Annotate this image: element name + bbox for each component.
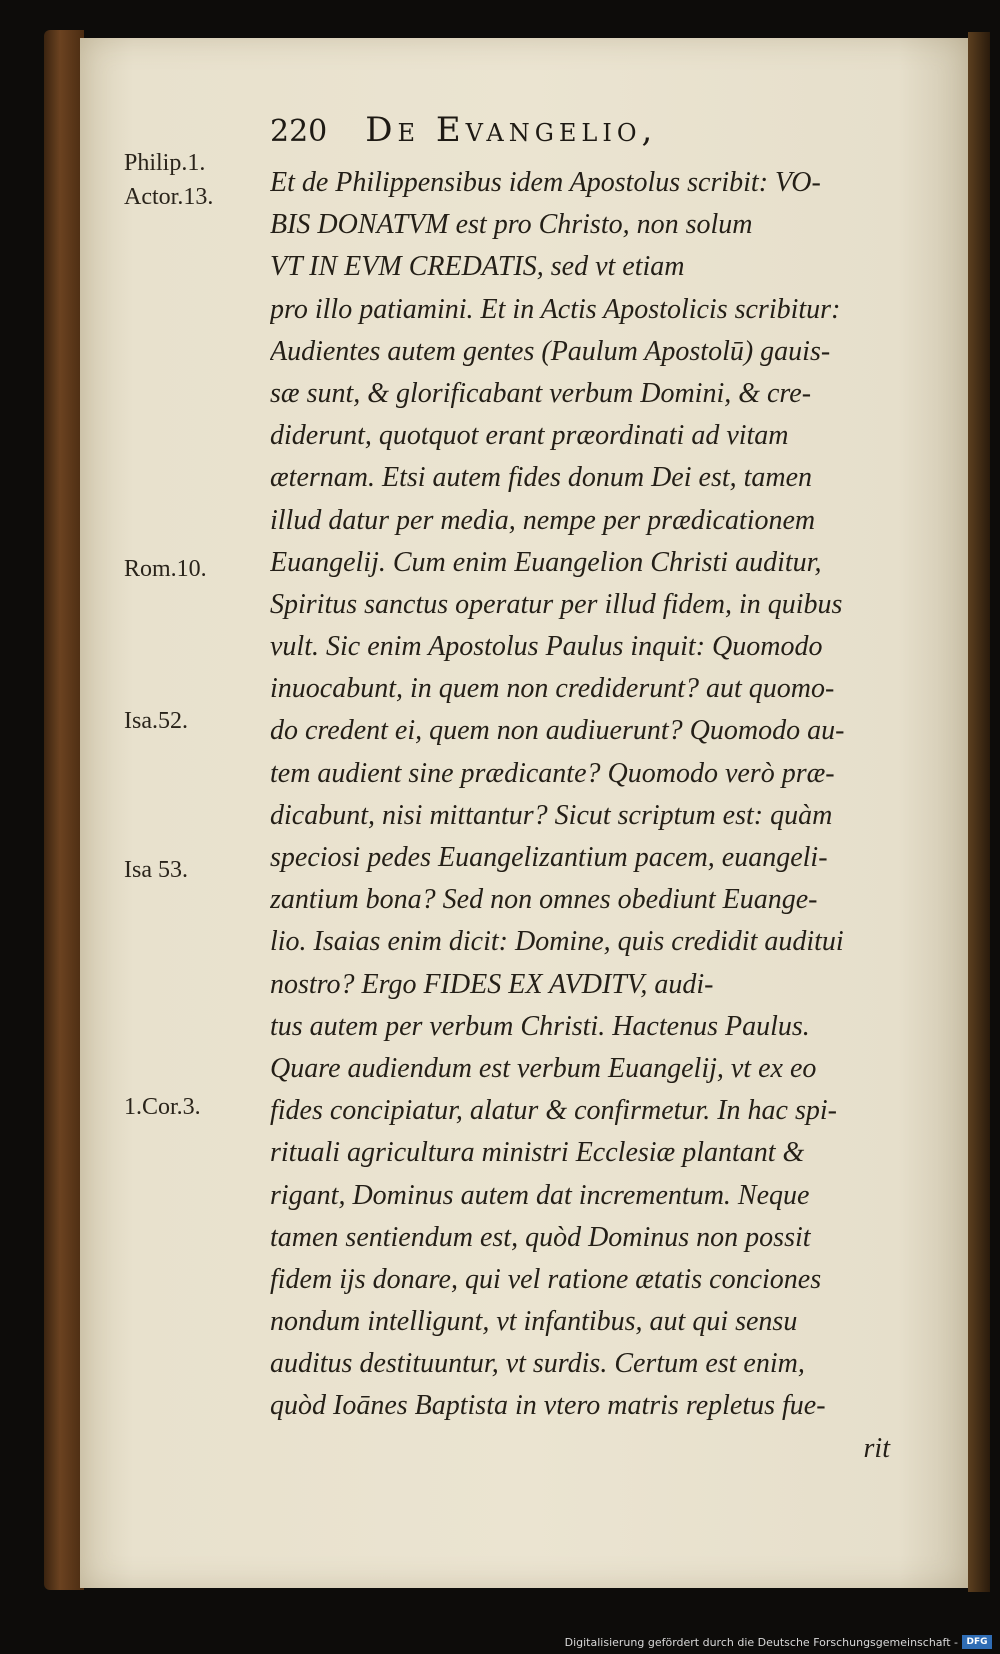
text-line: rituali agricultura ministri Ecclesiæ plantant & (270, 1137, 805, 1169)
text-line: sæ sunt, & glorificabant verbum Domini, & cre- (270, 377, 812, 409)
text-line: Audientes autem gentes (Paulum Apostolū) gauis- (270, 335, 831, 367)
margin-note-rom: Rom.10. (124, 556, 207, 582)
text-line: Euangelij. Cum enim Euangelion Christi auditur, (270, 546, 822, 578)
text-line: dicabunt, nisi mittantur? Sicut scriptum est: quàm (270, 799, 833, 831)
margin-note-cor: 1.Cor.3. (124, 1094, 201, 1120)
text-line: Quare audiendum est verbum Euangelij, vt ex eo (270, 1052, 817, 1084)
running-title: De Evangelio, (365, 110, 658, 150)
text-line: do credent ei, quem non audiuerunt? Quomodo au- (270, 715, 845, 747)
text-line: speciosi pedes Euangelizantium pacem, euangeli- (270, 842, 828, 873)
text-line: quòd Ioānes Baptista in vtero matris repletus fue- (270, 1390, 826, 1422)
dfg-logo: DFG (962, 1635, 992, 1649)
running-head (270, 110, 750, 160)
margin-note-isa-53: Isa 53. (124, 857, 188, 883)
text-line: æternam. Etsi autem fides donum Dei est, tamen (270, 462, 813, 494)
margin-note-philip: Philip.1. (124, 150, 206, 176)
book-cover-edge (44, 30, 84, 1590)
text-line: auditus destituuntur, vt surdis. Certum est enim, (270, 1348, 805, 1380)
text-line: lio. Isaias enim dicit: Domine, quis credidit auditui (270, 926, 844, 958)
page-number: 220 (270, 114, 328, 149)
text-line: inuocabunt, in quem non crediderunt? aut quomo- (270, 673, 835, 705)
text-line: vult. Sic enim Apostolus Paulus inquit: Quomodo (270, 631, 823, 663)
text-line: tem audient sine prædicante? Quomodo verò præ- (270, 757, 835, 789)
text-line: nostro? Ergo FIDES EX AVDITV, audi- (270, 968, 714, 1000)
text-line: pro illo patiamini. Et in Actis Apostolicis scribitur: (270, 293, 841, 325)
margin-note-isa-52: Isa.52. (124, 708, 188, 734)
text-line: nondum intelligunt, vt infantibus, aut qui sensu (270, 1306, 798, 1338)
body-text (270, 162, 920, 1470)
text-line: fides concipiatur, alatur & confirmetur. In hac spi- (270, 1095, 837, 1127)
text-line: Spiritus sanctus operatur per illud fidem, in quibus (270, 588, 843, 620)
text-line: fidem ijs donare, qui vel ratione ætatis conciones (270, 1263, 822, 1295)
text-line: BIS DONATVM est pro Christo, non solum (270, 209, 753, 241)
margin-note-actor: Actor.13. (124, 184, 214, 210)
text-line: zantium bona? Sed non omnes obediunt Euange- (270, 884, 818, 916)
text-line: rigant, Dominus autem dat incrementum. Neque (270, 1179, 810, 1211)
digitization-credit: Digitalisierung gefördert durch die Deutsche Forschungsgemeinschaft - (564, 1636, 958, 1649)
book-spine (968, 32, 990, 1592)
text-line: Et de Philippensibus idem Apostolus scribit: VO- (270, 167, 821, 198)
text-line: tamen sentiendum est, quòd Dominus non possit (270, 1221, 811, 1253)
text-line: illud datur per media, nempe per prædicationem (270, 504, 816, 536)
text-line: diderunt, quotquot erant præordinati ad vitam (270, 420, 789, 452)
text-line: tus autem per verbum Christi. Hactenus Paulus. (270, 1010, 810, 1042)
text-line: VT IN EVM CREDATIS, sed vt etiam (270, 251, 685, 283)
catchword: rit (863, 1432, 890, 1464)
